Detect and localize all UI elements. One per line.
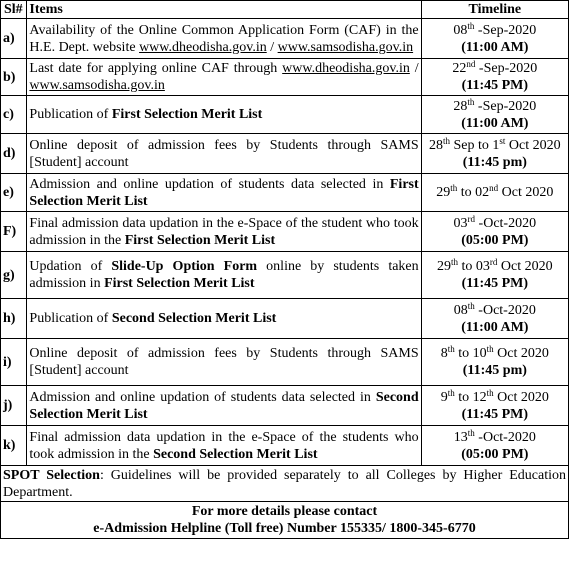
table-row <box>1 59 569 96</box>
row-sl: a) <box>1 19 27 59</box>
timeline-date: 13th -Oct-2020 <box>453 427 536 445</box>
timeline-date: 22nd -Sep-2020 <box>452 59 538 76</box>
spot-selection-row <box>1 466 569 502</box>
row-sl: k) <box>1 426 27 466</box>
item-bold: Slide-Up Option Form <box>111 259 258 274</box>
contact-box <box>1 502 569 539</box>
timeline-time: (11:00 AM) <box>461 319 529 335</box>
item-text: Final admission data updation in the e-Space of the students who took admission in the <box>29 429 419 462</box>
spot-label: SPOT Selection <box>3 467 100 483</box>
item-bold: First Selection Merit List <box>124 232 276 248</box>
timeline-time: (11:45 pm) <box>462 154 527 170</box>
item-text: Availability of the Online Common Application Form (CAF) in the H.E. Dept. website <box>29 22 419 55</box>
item-text: Admission and online updation of students data selected in <box>29 176 390 192</box>
timeline-date: 28th -Sep-2020 <box>453 96 537 114</box>
samsodisha-link[interactable]: www.samsodisha.gov.in <box>29 78 165 93</box>
contact-row <box>1 502 569 539</box>
table-row <box>1 252 569 299</box>
row-timeline <box>421 96 568 134</box>
row-sl: b) <box>1 59 27 96</box>
item-text: Final admission data updation in the e-Space of the student who took admission in the <box>29 215 419 248</box>
row-item <box>27 174 421 212</box>
item-bold: Second Selection Merit List <box>111 311 277 326</box>
timeline-time: (11:45 PM) <box>461 406 529 422</box>
row-item <box>27 212 421 252</box>
timeline-time: (05:00 PM) <box>461 232 529 248</box>
item-text: Admission and online updation of students data selected in <box>29 389 376 405</box>
samsodisha-link[interactable]: www.samsodisha.gov.in <box>277 39 414 55</box>
table-row <box>1 299 569 339</box>
table-row <box>1 174 569 212</box>
timeline-date: 29th to 03rd Oct 2020 <box>437 257 553 274</box>
item-text: online by students taken admission in <box>29 259 419 291</box>
item-bold: Second Selection Merit List <box>29 389 419 422</box>
dheodisha-link[interactable]: www.dheodisha.gov.in <box>139 39 267 55</box>
timeline-time: (11:45 PM) <box>461 78 529 93</box>
row-timeline <box>421 339 568 386</box>
timeline-time: (11:45 pm) <box>462 363 527 378</box>
item-bold: First Selection Merit List <box>111 107 263 122</box>
timeline-time: (05:00 PM) <box>461 446 529 462</box>
row-timeline <box>421 386 568 426</box>
header-sl: Sl# <box>1 1 27 19</box>
row-sl: g) <box>1 252 27 299</box>
spot-text: : Guidelines will be provided separately to all Colleges by Higher Education Department. <box>3 467 567 500</box>
spot-selection-note <box>1 466 569 502</box>
timeline-date: 9th to 12th Oct 2020 <box>440 387 549 405</box>
table-header-row <box>1 1 569 19</box>
table-row <box>1 339 569 386</box>
row-timeline <box>421 59 568 96</box>
timeline-date: 29th to 02nd Oct 2020 <box>436 183 554 200</box>
row-item <box>27 96 421 134</box>
row-item <box>27 426 421 466</box>
timeline-date: 08th -Sep-2020 <box>453 20 537 38</box>
item-text: Last date for applying online CAF through <box>29 61 283 76</box>
timeline-date: 8th to 10th Oct 2020 <box>440 344 549 361</box>
row-sl: e) <box>1 174 27 212</box>
item-text: Publication of <box>29 107 112 122</box>
row-timeline <box>421 426 568 466</box>
row-sl: c) <box>1 96 27 134</box>
row-timeline <box>421 174 568 212</box>
item-separator: / <box>266 39 278 55</box>
timeline-time: (11:00 AM) <box>461 115 529 131</box>
row-sl: i) <box>1 339 27 386</box>
header-items: Items <box>27 1 421 19</box>
row-timeline <box>421 134 568 174</box>
timeline-date: 08th -Oct-2020 <box>453 300 536 318</box>
contact-line-1: For more details please contact <box>191 504 378 519</box>
row-item <box>27 386 421 426</box>
dheodisha-link[interactable]: www.dheodisha.gov.in <box>282 61 410 76</box>
table-row <box>1 19 569 59</box>
row-timeline <box>421 252 568 299</box>
row-sl: j) <box>1 386 27 426</box>
item-text: Online deposit of admission fees by Students through SAMS [Student] account <box>29 137 419 170</box>
row-sl: d) <box>1 134 27 174</box>
row-sl: h) <box>1 299 27 339</box>
row-item <box>27 134 421 174</box>
timeline-time: (11:00 AM) <box>461 39 529 55</box>
row-item <box>27 252 421 299</box>
row-item <box>27 59 421 96</box>
row-timeline <box>421 19 568 59</box>
row-item <box>27 19 421 59</box>
row-item <box>27 299 421 339</box>
helpline-number: e-Admission Helpline (Toll free) Number 155335/ 1800-345-6770 <box>93 521 476 536</box>
header-timeline: Timeline <box>421 1 568 19</box>
table-row <box>1 426 569 466</box>
row-timeline <box>421 299 568 339</box>
timeline-date: 03rd -Oct-2020 <box>453 213 537 231</box>
table-row <box>1 96 569 134</box>
item-bold: First Selection Merit List <box>29 176 419 209</box>
item-text: Updation of <box>29 259 112 274</box>
table-row <box>1 212 569 252</box>
timeline-time: (11:45 PM) <box>461 276 529 291</box>
timeline-date: 28th Sep to 1st Oct 2020 <box>429 135 561 153</box>
item-bold: Second Selection Merit List <box>153 446 318 462</box>
item-bold: First Selection Merit List <box>104 276 255 291</box>
row-sl: F) <box>1 212 27 252</box>
row-item <box>27 339 421 386</box>
table-row <box>1 134 569 174</box>
item-separator: / <box>409 61 419 76</box>
item-text: Online deposit of admission fees by Students through SAMS [Student] account <box>29 346 419 378</box>
row-timeline <box>421 212 568 252</box>
item-text: Publication of <box>29 311 112 326</box>
table-row <box>1 386 569 426</box>
